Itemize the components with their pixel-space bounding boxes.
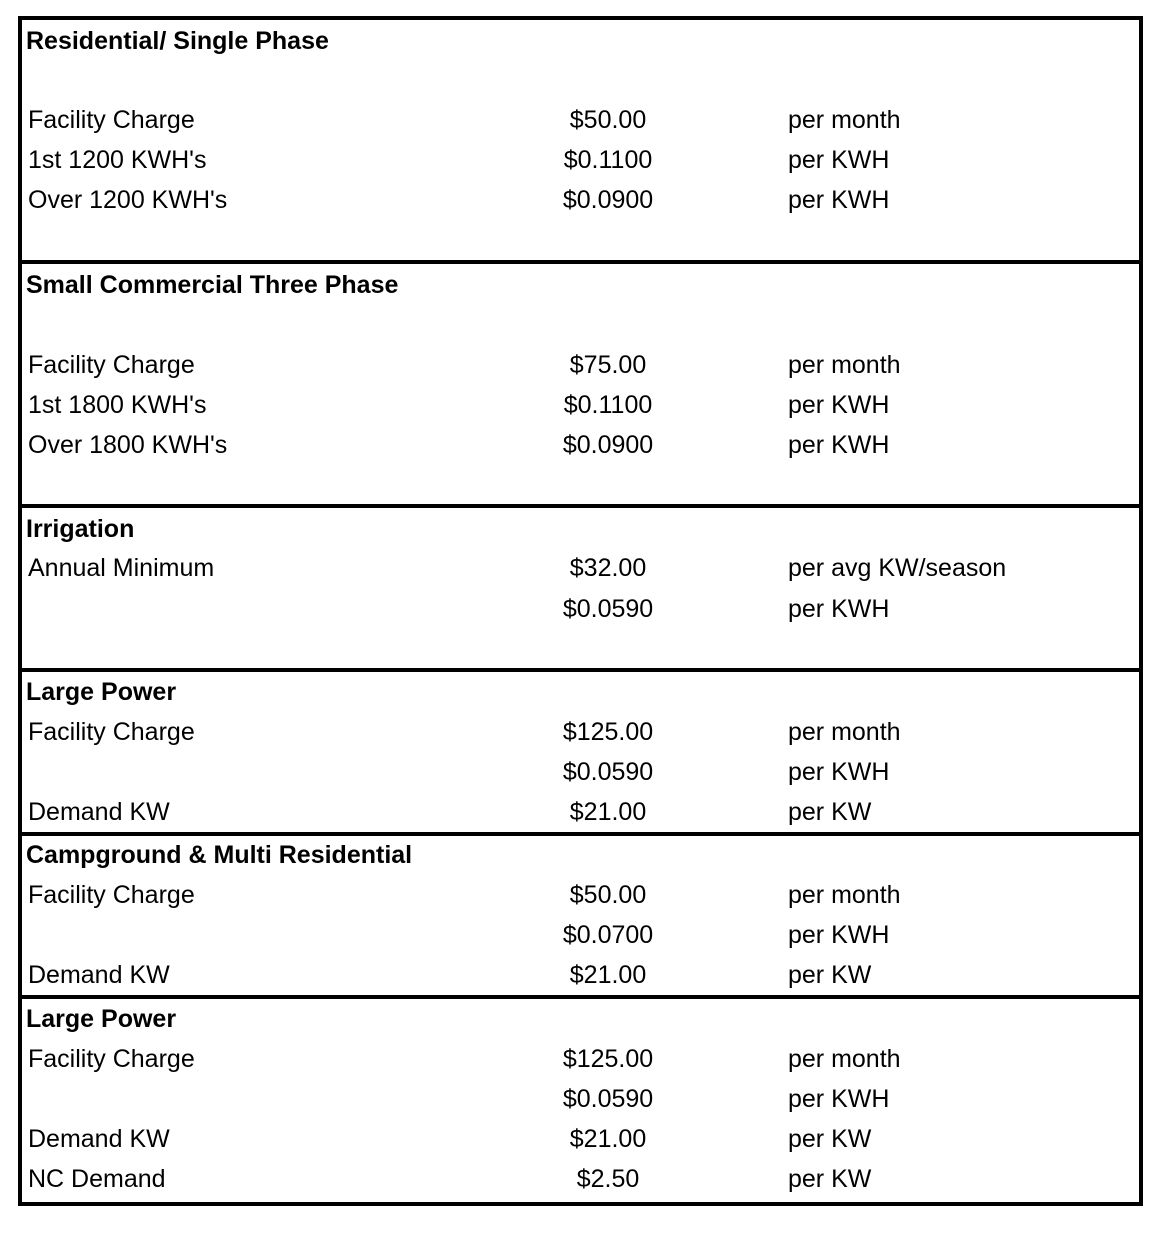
rate-unit: per KWH	[788, 186, 890, 214]
rate-label: 1st 1200 KWH's	[28, 146, 207, 174]
rate-amount: $50.00	[569, 106, 647, 134]
rate-amount: $0.0590	[562, 595, 654, 623]
rate-label: Facility Charge	[28, 718, 195, 746]
rate-label: Over 1800 KWH's	[28, 431, 228, 459]
rate-row	[18, 955, 1143, 995]
section-divider	[18, 260, 1143, 264]
rate-label: Demand KW	[28, 1125, 170, 1153]
section-divider	[18, 504, 1143, 508]
rate-unit: per KWH	[788, 758, 890, 786]
rate-unit: per KW	[788, 961, 872, 989]
rate-row	[18, 1039, 1143, 1079]
rate-amount: $0.0900	[562, 186, 654, 214]
rate-row	[18, 548, 1143, 588]
rate-amount: $21.00	[569, 1125, 647, 1153]
rate-unit: per KWH	[788, 595, 890, 623]
rate-row	[18, 752, 1143, 792]
rate-unit: per KWH	[788, 431, 890, 459]
rate-row	[18, 180, 1143, 220]
rate-label: Demand KW	[28, 798, 170, 826]
rate-unit: per month	[788, 351, 901, 379]
rate-unit: per KWH	[788, 921, 890, 949]
section-title: Campground & Multi Residential	[26, 841, 413, 869]
rate-amount: $32.00	[569, 554, 647, 582]
rate-unit: per month	[788, 881, 901, 909]
rate-label: Facility Charge	[28, 351, 195, 379]
rate-amount: $0.1100	[563, 146, 653, 174]
rate-amount: $125.00	[562, 1045, 654, 1073]
rate-unit: per KWH	[788, 1085, 890, 1113]
rate-row	[18, 1079, 1143, 1119]
rate-row	[18, 1119, 1143, 1159]
rate-unit: per month	[788, 718, 901, 746]
rate-label: Annual Minimum	[28, 554, 215, 582]
rate-row	[18, 385, 1143, 425]
rate-label: NC Demand	[28, 1165, 166, 1193]
rate-row	[18, 100, 1143, 140]
section-title: Large Power	[26, 678, 177, 706]
section-divider	[18, 995, 1143, 999]
rate-amount: $125.00	[562, 718, 654, 746]
rate-unit: per KWH	[788, 391, 890, 419]
rate-unit: per month	[788, 106, 901, 134]
rate-row	[18, 792, 1143, 832]
rate-label: Facility Charge	[28, 106, 195, 134]
rate-amount: $0.0590	[562, 758, 654, 786]
section-title: Irrigation	[26, 515, 135, 543]
rate-row	[18, 589, 1143, 629]
rate-amount: $0.0700	[562, 921, 654, 949]
rate-amount: $2.50	[576, 1165, 640, 1193]
rate-row	[18, 712, 1143, 752]
rate-unit: per avg KW/season	[788, 554, 1007, 582]
rate-amount: $0.0900	[562, 431, 654, 459]
rate-amount: $21.00	[569, 798, 647, 826]
rate-row	[18, 425, 1143, 465]
section-title: Large Power	[26, 1005, 177, 1033]
rate-amount: $0.1100	[563, 391, 653, 419]
section-divider	[18, 832, 1143, 836]
rate-row	[18, 915, 1143, 955]
rate-label: Facility Charge	[28, 1045, 195, 1073]
section-title: Small Commercial Three Phase	[26, 271, 399, 299]
rate-row	[18, 1159, 1143, 1199]
rate-row	[18, 875, 1143, 915]
rate-label: Facility Charge	[28, 881, 195, 909]
rate-label: Demand KW	[28, 961, 170, 989]
rate-amount: $0.0590	[562, 1085, 654, 1113]
rate-unit: per KW	[788, 1125, 872, 1153]
rate-label: Over 1200 KWH's	[28, 186, 228, 214]
rate-unit: per KW	[788, 798, 872, 826]
rate-unit: per KW	[788, 1165, 872, 1193]
rate-label: 1st 1800 KWH's	[28, 391, 207, 419]
rate-unit: per month	[788, 1045, 901, 1073]
rate-row	[18, 345, 1143, 385]
rate-amount: $21.00	[569, 961, 647, 989]
rate-amount: $50.00	[569, 881, 647, 909]
section-divider	[18, 668, 1143, 672]
rate-amount: $75.00	[569, 351, 647, 379]
rate-unit: per KWH	[788, 146, 890, 174]
section-title: Residential/ Single Phase	[26, 27, 329, 55]
rate-table	[18, 16, 1143, 1206]
rate-row	[18, 140, 1143, 180]
